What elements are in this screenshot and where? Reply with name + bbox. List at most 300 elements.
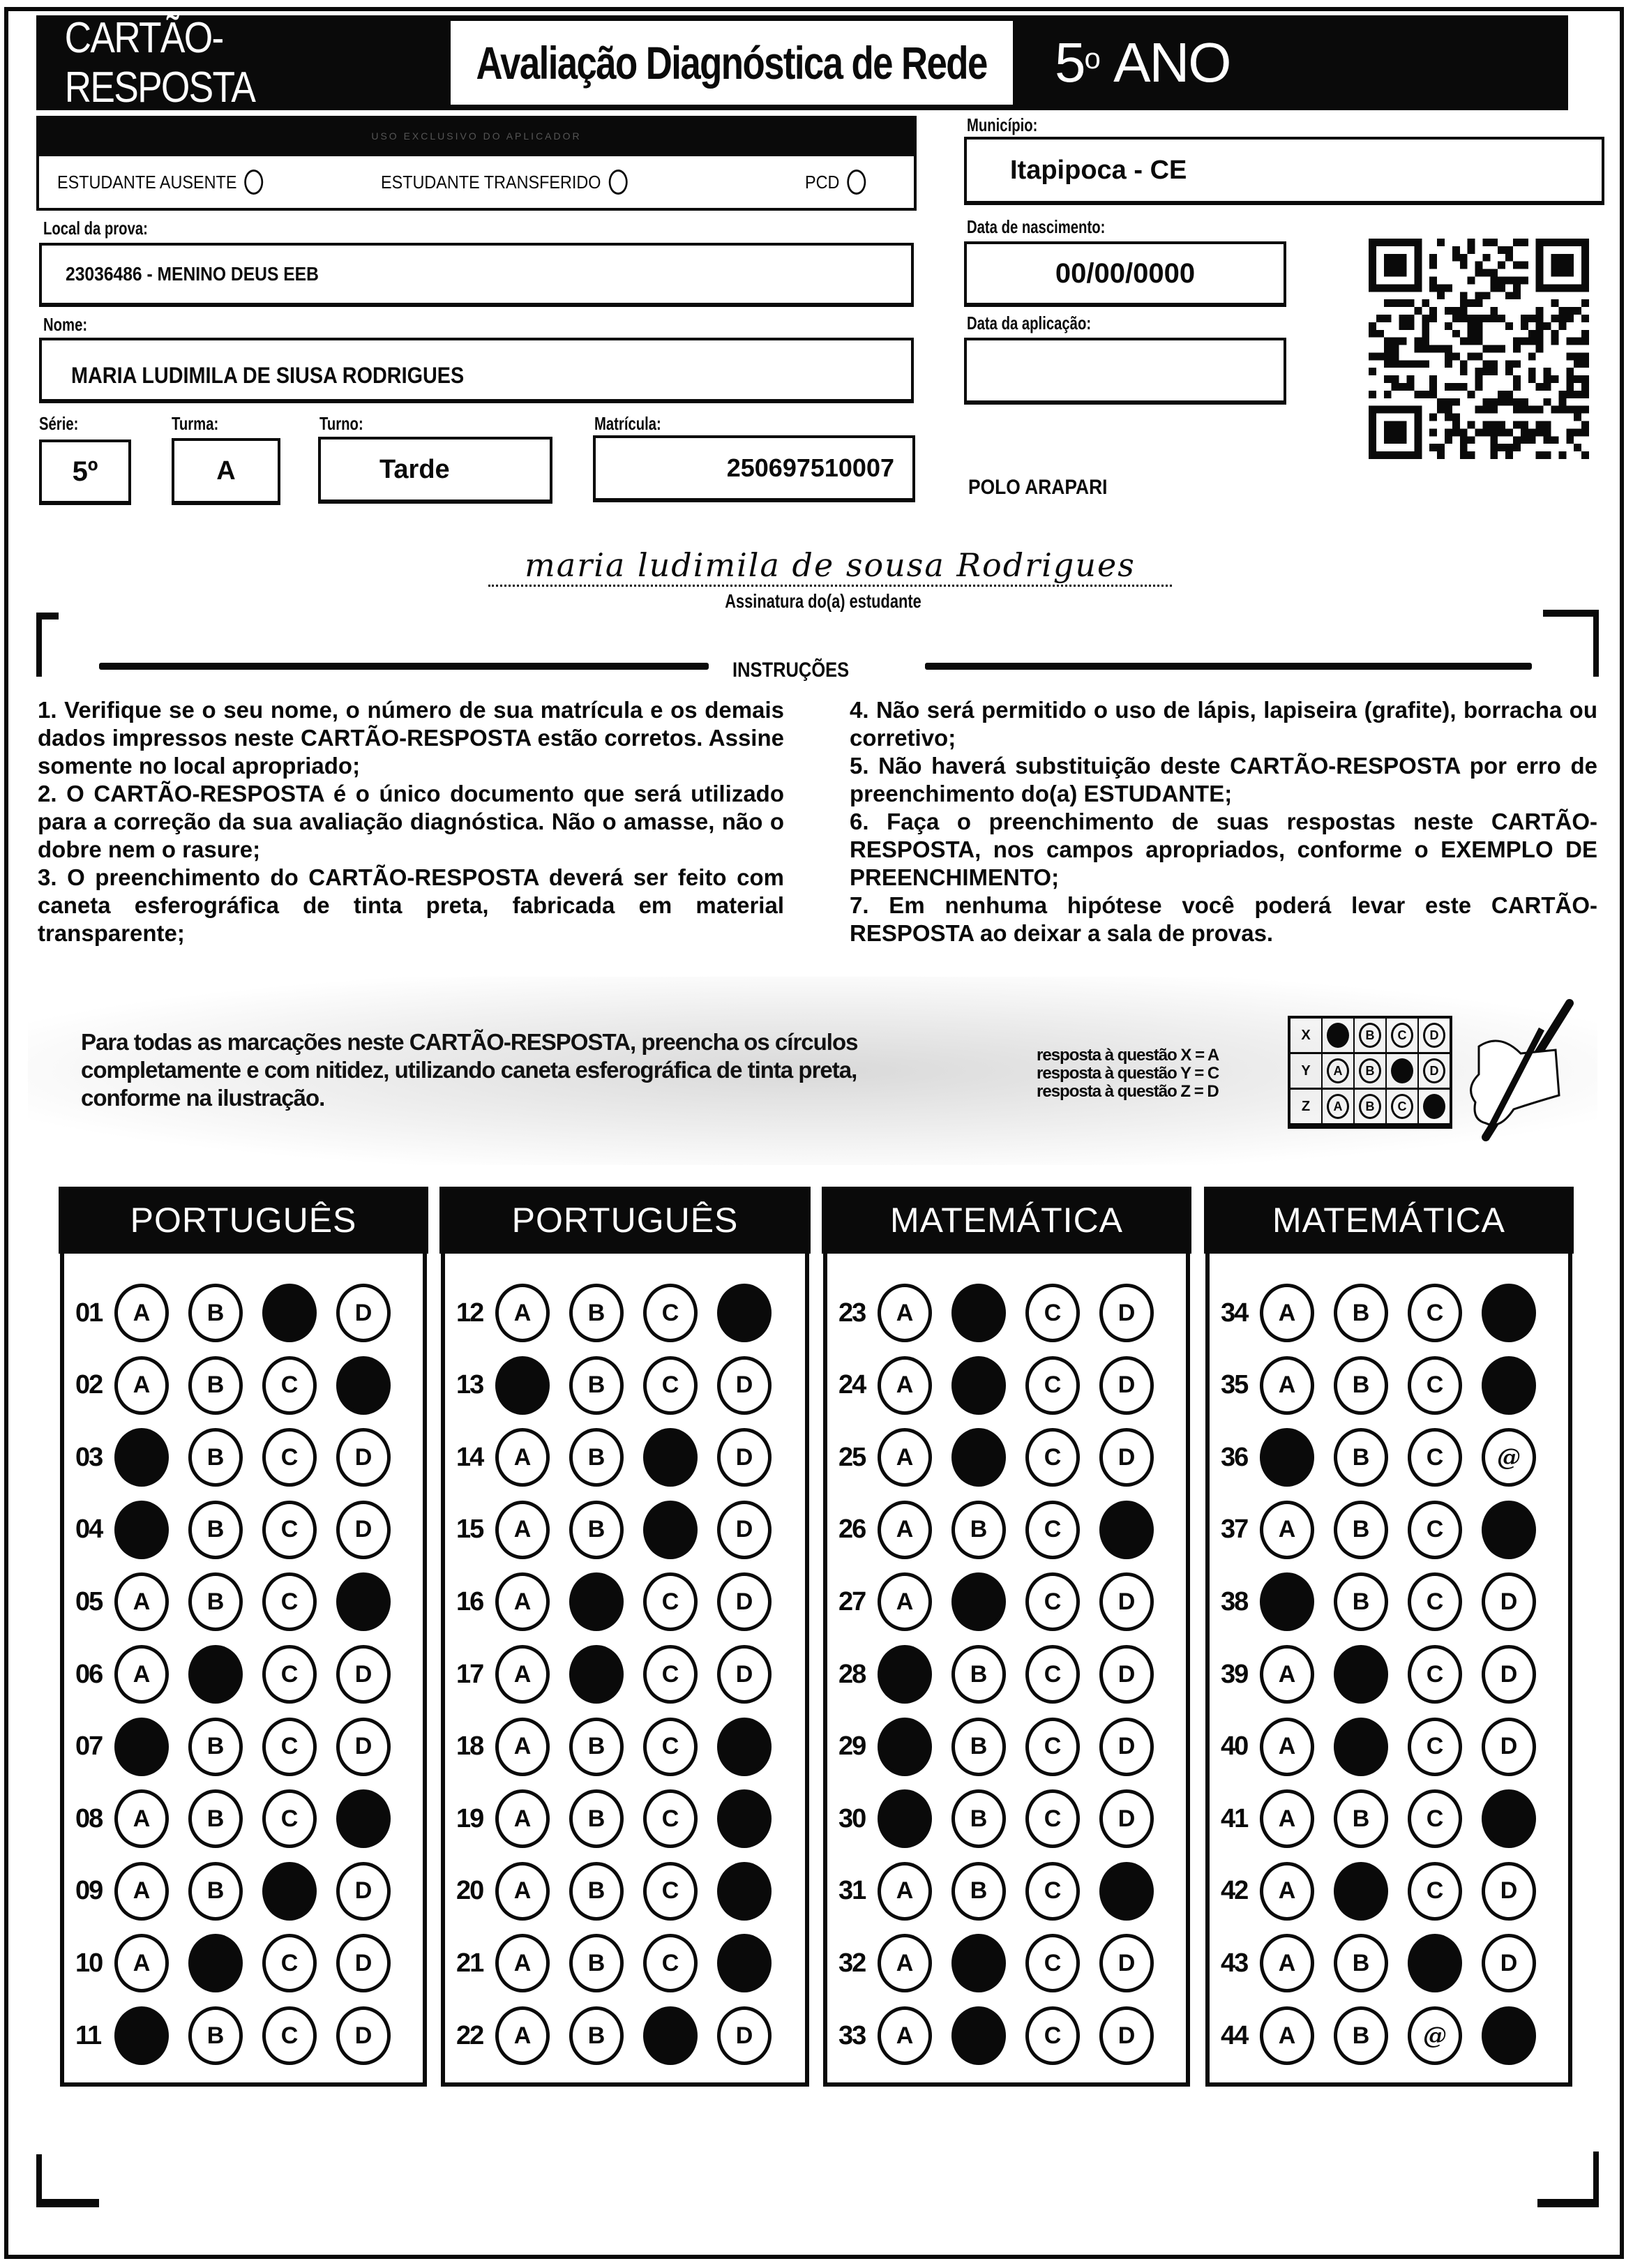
answer-bubble-d[interactable]: D — [717, 2006, 772, 2065]
answer-bubble-b[interactable]: B — [188, 1428, 243, 1487]
answer-bubble-a[interactable]: A — [495, 1645, 550, 1704]
answer-bubble-c[interactable]: @ — [1408, 2006, 1462, 2065]
local-label: Local da prova: — [43, 218, 148, 239]
question-row — [1221, 1789, 1556, 1848]
answer-bubble-a[interactable]: A — [495, 1789, 550, 1848]
question-number: 23 — [838, 1298, 866, 1328]
answer-bubble-a[interactable]: A — [1260, 1356, 1314, 1415]
answer-bubble-d[interactable]: D — [717, 1572, 772, 1631]
answer-bubble-d[interactable]: D — [1099, 1428, 1154, 1487]
question-number: 09 — [75, 1876, 103, 1906]
answer-bubble-a[interactable]: A — [114, 1572, 169, 1631]
instruction-4: 4. Não será permitido o uso de lápis, lapiseira (grafite), borracha ou corretivo; — [850, 697, 1597, 751]
option-pcd[interactable] — [805, 156, 866, 208]
option-estudante-ausente[interactable] — [57, 156, 263, 208]
answer-bubble-a[interactable] — [1260, 1428, 1314, 1487]
answer-bubble-d[interactable]: D — [1099, 1284, 1154, 1342]
option-label: ESTUDANTE TRANSFERIDO — [381, 171, 601, 193]
example-cell — [1387, 1019, 1419, 1052]
question-number: 19 — [456, 1803, 483, 1833]
answer-bubble-a[interactable]: A — [495, 1718, 550, 1776]
question-number: 42 — [1221, 1876, 1248, 1906]
answer-bubble-d[interactable]: D — [1099, 1356, 1154, 1415]
answer-bubble-a[interactable]: A — [114, 1645, 169, 1704]
answer-bubble-c[interactable]: C — [1408, 1572, 1462, 1631]
answer-bubble-c[interactable]: C — [643, 1862, 698, 1921]
question-number: 32 — [838, 1948, 866, 1978]
radio-pcd[interactable] — [847, 170, 866, 195]
answer-bubble-a[interactable]: A — [1260, 1284, 1314, 1342]
fill-example-grid — [1288, 1016, 1452, 1129]
matricula-value: 250697510007 — [726, 453, 894, 482]
answer-bubble-a[interactable]: A — [1260, 2006, 1314, 2065]
answer-bubble-b[interactable]: B — [1334, 1284, 1388, 1342]
answer-bubble-c[interactable]: C — [1025, 1645, 1080, 1704]
answer-bubble-d[interactable]: D — [1099, 1572, 1154, 1631]
answer-bubble-b[interactable]: B — [1334, 1934, 1388, 1992]
answer-bubble-c[interactable]: C — [1408, 1356, 1462, 1415]
question-number: 37 — [1221, 1515, 1248, 1545]
question-number: 30 — [838, 1803, 866, 1833]
question-row — [1221, 1284, 1556, 1342]
answer-bubble-a[interactable]: A — [495, 1862, 550, 1921]
answer-bubble-c[interactable] — [262, 1862, 317, 1921]
question-row — [456, 1718, 791, 1776]
corner-mark-top-left-bar — [36, 613, 59, 619]
question-row — [1221, 1428, 1556, 1487]
question-number: 36 — [1221, 1442, 1248, 1472]
answer-bubble-c[interactable]: C — [1025, 1862, 1080, 1921]
answer-bubble-b[interactable]: B — [188, 1501, 243, 1559]
answer-bubble-b[interactable]: B — [1334, 2006, 1388, 2065]
answer-bubble-a[interactable] — [114, 2006, 169, 2065]
example-bubble-c — [1391, 1058, 1413, 1083]
answer-bubble-d[interactable]: @ — [1482, 1428, 1536, 1487]
question-row — [75, 1428, 410, 1487]
question-row — [456, 1284, 791, 1342]
question-number: 31 — [838, 1876, 866, 1906]
answer-bubble-b[interactable] — [188, 1934, 243, 1992]
question-row — [838, 1284, 1173, 1342]
answer-bubble-b[interactable]: B — [569, 1501, 624, 1559]
question-number: 05 — [75, 1586, 103, 1616]
answer-bubble-c[interactable]: C — [643, 1572, 698, 1631]
example-bubble-a: A — [1327, 1094, 1349, 1119]
question-number: 12 — [456, 1298, 483, 1328]
question-number: 06 — [75, 1659, 103, 1689]
answer-bubble-c[interactable] — [1408, 1934, 1462, 1992]
answer-bubble-a[interactable]: A — [114, 1356, 169, 1415]
answer-bubble-c[interactable]: C — [643, 1934, 698, 1992]
grade-word: ANO — [1113, 31, 1231, 93]
legend-z: resposta à questão Z = D — [1037, 1082, 1219, 1101]
question-number: 26 — [838, 1515, 866, 1545]
answer-bubble-b[interactable]: B — [569, 1934, 624, 1992]
answer-bubble-b[interactable] — [951, 1428, 1006, 1487]
example-cell — [1355, 1019, 1387, 1052]
example-cell — [1323, 1019, 1355, 1052]
aplicacao-field[interactable] — [964, 338, 1286, 405]
option-label: PCD — [805, 171, 840, 193]
instruction-1: 1. Verifique se o seu nome, o número de sua matrícula e os demais dados impressos neste CARTÃO-RESPOSTA estão corretos. Assine somente no local apropriado; — [38, 697, 784, 779]
answer-bubble-c[interactable]: C — [1408, 1645, 1462, 1704]
question-row — [838, 1862, 1173, 1921]
answer-bubble-b[interactable]: B — [569, 1428, 624, 1487]
answer-bubble-d[interactable] — [1482, 1501, 1536, 1559]
answer-bubble-a[interactable]: A — [878, 2006, 932, 2065]
turno-value: Tarde — [379, 454, 450, 484]
answer-bubble-c[interactable]: C — [643, 1645, 698, 1704]
answer-bubble-b[interactable]: B — [569, 1789, 624, 1848]
answer-bubble-d[interactable] — [336, 1789, 391, 1848]
answer-bubble-d[interactable] — [717, 1718, 772, 1776]
answer-bubble-d[interactable]: D — [717, 1645, 772, 1704]
corner-mark-top-left — [36, 613, 42, 677]
answer-bubble-b[interactable]: B — [188, 1284, 243, 1342]
turno-field[interactable] — [318, 437, 552, 504]
answer-bubble-c[interactable]: C — [1408, 1501, 1462, 1559]
answer-bubble-c[interactable]: C — [262, 1718, 317, 1776]
answer-bubble-d[interactable]: D — [1099, 1645, 1154, 1704]
answer-bubble-b[interactable]: B — [1334, 1356, 1388, 1415]
answer-bubble-b[interactable]: B — [188, 1572, 243, 1631]
turma-field[interactable] — [172, 438, 280, 505]
municipio-value: Itapipoca - CE — [1010, 155, 1187, 185]
matricula-label: Matrícula: — [594, 413, 661, 434]
answer-bubble-c[interactable]: C — [262, 1645, 317, 1704]
example-cell — [1355, 1054, 1387, 1088]
answer-bubble-d[interactable] — [1099, 1501, 1154, 1559]
aplicacao-label: Data da aplicação: — [967, 313, 1092, 333]
question-number: 20 — [456, 1876, 483, 1906]
question-number: 22 — [456, 2020, 483, 2050]
answer-bubble-a[interactable] — [878, 1645, 932, 1704]
answer-bubble-d[interactable] — [717, 1934, 772, 1992]
example-bubble-c: C — [1391, 1094, 1413, 1119]
question-row — [75, 1501, 410, 1559]
answer-bubble-b[interactable]: B — [951, 1789, 1006, 1848]
answer-bubble-a[interactable]: A — [878, 1934, 932, 1992]
answer-bubble-b[interactable]: B — [951, 1501, 1006, 1559]
answer-bubble-a[interactable] — [114, 1718, 169, 1776]
answer-bubble-a[interactable]: A — [878, 1356, 932, 1415]
question-row — [838, 2006, 1173, 2065]
answer-bubble-c[interactable]: C — [1025, 1572, 1080, 1631]
question-number: 41 — [1221, 1803, 1248, 1833]
answer-bubble-c[interactable] — [262, 1284, 317, 1342]
answer-bubble-c[interactable]: C — [643, 1356, 698, 1415]
answer-bubble-a[interactable]: A — [878, 1428, 932, 1487]
answer-bubble-c[interactable]: C — [1408, 1428, 1462, 1487]
fill-example-text: Para todas as marcações neste CARTÃO-RESPOSTA, preencha os círculos completamente e com nitidez, utilizando caneta esferográfica de tinta preta, conforme na ilustração. — [81, 1029, 858, 1111]
header-bar — [36, 15, 1568, 110]
signature-caption: Assinatura do(a) estudante — [725, 590, 921, 612]
answer-bubble-c[interactable]: C — [1025, 1284, 1080, 1342]
answer-bubble-d[interactable]: D — [1482, 1572, 1536, 1631]
answer-bubble-c[interactable]: C — [262, 1428, 317, 1487]
corner-mark-bottom-left-bar — [36, 2199, 99, 2207]
example-bubble-d: D — [1423, 1023, 1445, 1048]
answer-bubble-b[interactable]: B — [188, 1789, 243, 1848]
instruction-5: 5. Não haverá substituição deste CARTÃO-RESPOSTA por erro de preenchimento do(a) ESTUDANTE; — [850, 753, 1597, 806]
answer-bubble-d[interactable]: D — [1482, 1718, 1536, 1776]
answer-bubble-d[interactable]: D — [1482, 1645, 1536, 1704]
answer-bubble-a[interactable] — [114, 1428, 169, 1487]
polo-label: POLO ARAPARI — [968, 476, 1108, 499]
answer-bubble-a[interactable]: A — [1260, 1718, 1314, 1776]
answer-bubble-b[interactable]: B — [951, 1645, 1006, 1704]
answer-bubble-a[interactable]: A — [878, 1862, 932, 1921]
answer-bubble-b[interactable] — [1334, 1718, 1388, 1776]
question-row — [75, 1934, 410, 1992]
question-number: 07 — [75, 1732, 103, 1762]
answer-bubble-a[interactable]: A — [495, 1428, 550, 1487]
answer-bubble-d[interactable]: D — [717, 1356, 772, 1415]
answer-bubble-d[interactable]: D — [336, 1645, 391, 1704]
answer-bubble-c[interactable]: C — [1408, 1862, 1462, 1921]
answer-bubble-a[interactable]: A — [495, 2006, 550, 2065]
answer-bubble-b[interactable]: B — [569, 1718, 624, 1776]
question-number: 25 — [838, 1442, 866, 1472]
municipio-field[interactable] — [964, 137, 1604, 205]
answer-bubble-d[interactable] — [1482, 2006, 1536, 2065]
answer-bubble-a[interactable]: A — [1260, 1934, 1314, 1992]
answer-bubble-c[interactable]: C — [1025, 2006, 1080, 2065]
example-bubble-a — [1327, 1023, 1349, 1048]
question-row — [838, 1718, 1173, 1776]
answer-bubble-d[interactable] — [1482, 1284, 1536, 1342]
name-field[interactable] — [39, 338, 914, 403]
answer-bubble-c[interactable]: C — [1408, 1789, 1462, 1848]
answer-bubble-c[interactable]: C — [1025, 1501, 1080, 1559]
section-header: PORTUGUÊS — [439, 1187, 811, 1254]
answer-bubble-b[interactable]: B — [1334, 1572, 1388, 1631]
answer-bubble-c[interactable] — [643, 2006, 698, 2065]
answer-bubble-a[interactable]: A — [114, 1789, 169, 1848]
answer-bubble-a[interactable]: A — [114, 1862, 169, 1921]
answer-bubble-c[interactable]: C — [262, 1501, 317, 1559]
answer-bubble-d[interactable]: D — [1099, 1718, 1154, 1776]
example-question-label: X — [1290, 1019, 1323, 1052]
grade-number: 5 — [1055, 31, 1085, 93]
answer-bubble-c[interactable]: C — [1025, 1718, 1080, 1776]
answer-bubble-c[interactable] — [643, 1501, 698, 1559]
instruction-7: 7. Em nenhuma hipótese você poderá levar este CARTÃO-RESPOSTA ao deixar a sala de provas. — [850, 892, 1597, 946]
answer-bubble-c[interactable]: C — [262, 1356, 317, 1415]
section-header: MATEMÁTICA — [1204, 1187, 1574, 1254]
answer-bubble-b[interactable] — [951, 1934, 1006, 1992]
answer-bubble-a[interactable]: A — [1260, 1789, 1314, 1848]
answer-bubble-b[interactable] — [951, 1356, 1006, 1415]
answer-bubble-c[interactable] — [643, 1428, 698, 1487]
answer-bubble-c[interactable]: C — [1025, 1428, 1080, 1487]
answer-bubble-a[interactable] — [114, 1501, 169, 1559]
question-row — [456, 2006, 791, 2065]
answer-bubble-a[interactable] — [495, 1356, 550, 1415]
applicator-bar: USO EXCLUSIVO DO APLICADOR — [36, 116, 917, 156]
answer-bubble-b[interactable] — [569, 1572, 624, 1631]
answer-bubble-b[interactable] — [569, 1645, 624, 1704]
answer-bubble-c[interactable]: C — [1025, 1934, 1080, 1992]
example-cell — [1323, 1054, 1355, 1088]
answer-bubble-d[interactable]: D — [717, 1501, 772, 1559]
answer-bubble-a[interactable]: A — [1260, 1862, 1314, 1921]
question-row — [1221, 1501, 1556, 1559]
example-question-label: Y — [1290, 1054, 1323, 1088]
answer-bubble-b[interactable]: B — [1334, 1428, 1388, 1487]
local-value: 23036486 - MENINO DEUS EEB — [66, 263, 319, 285]
answer-bubble-b[interactable] — [951, 1284, 1006, 1342]
question-row — [75, 1718, 410, 1776]
option-label: ESTUDANTE AUSENTE — [57, 171, 237, 193]
example-cell — [1323, 1090, 1355, 1123]
answer-bubble-b[interactable]: B — [569, 1284, 624, 1342]
serie-value: 5º — [72, 456, 98, 487]
answer-bubble-a[interactable]: A — [878, 1284, 932, 1342]
question-number: 01 — [75, 1298, 103, 1328]
nascimento-field[interactable] — [964, 241, 1286, 307]
answer-bubble-b[interactable]: B — [951, 1718, 1006, 1776]
answer-bubble-c[interactable]: C — [1025, 1356, 1080, 1415]
answer-bubble-d[interactable]: D — [1099, 2006, 1154, 2065]
answer-bubble-a[interactable]: A — [114, 1934, 169, 1992]
answer-bubble-c[interactable]: C — [262, 1789, 317, 1848]
matricula-field[interactable] — [593, 435, 915, 502]
answer-bubble-d[interactable] — [717, 1789, 772, 1848]
question-number: 39 — [1221, 1659, 1248, 1689]
answer-bubble-d[interactable]: D — [336, 1934, 391, 1992]
question-row — [1221, 2006, 1556, 2065]
assessment-title-box — [451, 21, 1013, 105]
answer-bubble-a[interactable]: A — [495, 1501, 550, 1559]
answer-bubble-c[interactable]: C — [262, 2006, 317, 2065]
answer-bubble-b[interactable] — [1334, 1645, 1388, 1704]
question-row — [1221, 1934, 1556, 1992]
question-number: 33 — [838, 2020, 866, 2050]
question-row — [75, 1356, 410, 1415]
answer-bubble-a[interactable]: A — [1260, 1501, 1314, 1559]
answer-bubble-c[interactable]: C — [643, 1284, 698, 1342]
question-row — [838, 1572, 1173, 1631]
answer-bubble-a[interactable]: A — [495, 1572, 550, 1631]
hand-pen-icon — [1437, 998, 1576, 1158]
answer-bubble-c[interactable]: C — [643, 1718, 698, 1776]
question-row — [838, 1934, 1173, 1992]
question-row — [838, 1501, 1173, 1559]
answer-bubble-d[interactable]: D — [1482, 1862, 1536, 1921]
question-number: 13 — [456, 1370, 483, 1400]
answer-bubble-d[interactable]: D — [1099, 1789, 1154, 1848]
question-number: 38 — [1221, 1586, 1248, 1616]
answer-bubble-d[interactable] — [336, 1356, 391, 1415]
answer-bubble-a[interactable]: A — [495, 1934, 550, 1992]
answer-bubble-b[interactable]: B — [1334, 1789, 1388, 1848]
answer-bubble-d[interactable]: D — [336, 1862, 391, 1921]
answer-bubble-a[interactable]: A — [114, 1284, 169, 1342]
answer-bubble-d[interactable]: D — [1099, 1934, 1154, 1992]
answer-bubble-a[interactable] — [1260, 1572, 1314, 1631]
answer-bubble-a[interactable] — [878, 1718, 932, 1776]
answer-bubble-a[interactable]: A — [1260, 1645, 1314, 1704]
answer-bubble-b[interactable]: B — [569, 1356, 624, 1415]
question-number: 16 — [456, 1586, 483, 1616]
local-field[interactable] — [39, 243, 914, 307]
answer-bubble-b[interactable] — [951, 1572, 1006, 1631]
instructions-rule-left — [99, 663, 709, 670]
answer-bubble-d[interactable]: D — [1482, 1934, 1536, 1992]
answer-bubble-a[interactable]: A — [878, 1572, 932, 1631]
answer-bubble-c[interactable]: C — [1025, 1789, 1080, 1848]
answer-bubble-d[interactable] — [1099, 1862, 1154, 1921]
question-row — [75, 1572, 410, 1631]
answer-bubble-c[interactable]: C — [1408, 1718, 1462, 1776]
question-row — [1221, 1645, 1556, 1704]
example-bubble-c: C — [1391, 1023, 1413, 1048]
answer-bubble-d[interactable]: D — [336, 1284, 391, 1342]
answer-bubble-b[interactable]: B — [569, 1862, 624, 1921]
instruction-6: 6. Faça o preenchimento de suas respostas neste CARTÃO-RESPOSTA, nos campos apropriados, conforme o EXEMPLO DE PREENCHIMENTO; — [850, 809, 1597, 890]
question-number: 35 — [1221, 1370, 1248, 1400]
answer-bubble-c[interactable]: C — [1408, 1284, 1462, 1342]
qr-code — [1369, 239, 1589, 459]
name-label: Nome: — [43, 314, 88, 335]
question-row — [456, 1934, 791, 1992]
answer-bubble-c[interactable]: C — [643, 1789, 698, 1848]
question-row — [1221, 1572, 1556, 1631]
radio-estudante-ausente[interactable] — [244, 170, 263, 195]
question-row — [75, 1862, 410, 1921]
question-number: 24 — [838, 1370, 866, 1400]
instruction-2: 2. O CARTÃO-RESPOSTA é o único documento que será utilizado para a correção da sua avaliação diagnóstica. Não o amasse, não o dobre nem o rasure; — [38, 781, 784, 862]
answer-bubble-d[interactable]: D — [717, 1428, 772, 1487]
nascimento-label: Data de nascimento: — [967, 216, 1106, 237]
answer-bubble-a[interactable]: A — [878, 1501, 932, 1559]
answer-bubble-b[interactable] — [951, 2006, 1006, 2065]
answer-bubble-b[interactable]: B — [569, 2006, 624, 2065]
answer-bubble-b[interactable]: B — [188, 1718, 243, 1776]
answer-bubble-d[interactable] — [1482, 1356, 1536, 1415]
question-number: 18 — [456, 1732, 483, 1762]
answer-bubble-d[interactable] — [1482, 1789, 1536, 1848]
answer-bubble-d[interactable]: D — [336, 2006, 391, 2065]
answer-bubble-b[interactable] — [188, 1645, 243, 1704]
answer-bubble-d[interactable] — [717, 1284, 772, 1342]
answer-bubble-b[interactable]: B — [188, 1862, 243, 1921]
instructions-right — [850, 696, 1597, 947]
answer-bubble-a[interactable] — [878, 1789, 932, 1848]
answer-bubble-d[interactable] — [336, 1572, 391, 1631]
answer-bubble-b[interactable]: B — [1334, 1501, 1388, 1559]
instructions-left — [38, 696, 784, 947]
question-number: 44 — [1221, 2020, 1248, 2050]
section-header: MATEMÁTICA — [822, 1187, 1191, 1254]
answer-bubble-a[interactable]: A — [495, 1284, 550, 1342]
answer-bubble-b[interactable]: B — [188, 1356, 243, 1415]
answer-bubble-d[interactable] — [717, 1862, 772, 1921]
answer-bubble-b[interactable] — [1334, 1862, 1388, 1921]
answer-bubble-b[interactable]: B — [951, 1862, 1006, 1921]
option-estudante-transferido[interactable] — [381, 156, 627, 208]
answer-bubble-d[interactable]: D — [336, 1428, 391, 1487]
serie-field[interactable] — [39, 440, 131, 505]
answer-bubble-b[interactable]: B — [188, 2006, 243, 2065]
answer-bubble-d[interactable]: D — [336, 1501, 391, 1559]
answer-bubble-c[interactable]: C — [262, 1572, 317, 1631]
answer-bubble-d[interactable]: D — [336, 1718, 391, 1776]
applicator-options — [36, 156, 917, 211]
answer-bubble-c[interactable]: C — [262, 1934, 317, 1992]
radio-estudante-transferido[interactable] — [608, 170, 627, 195]
